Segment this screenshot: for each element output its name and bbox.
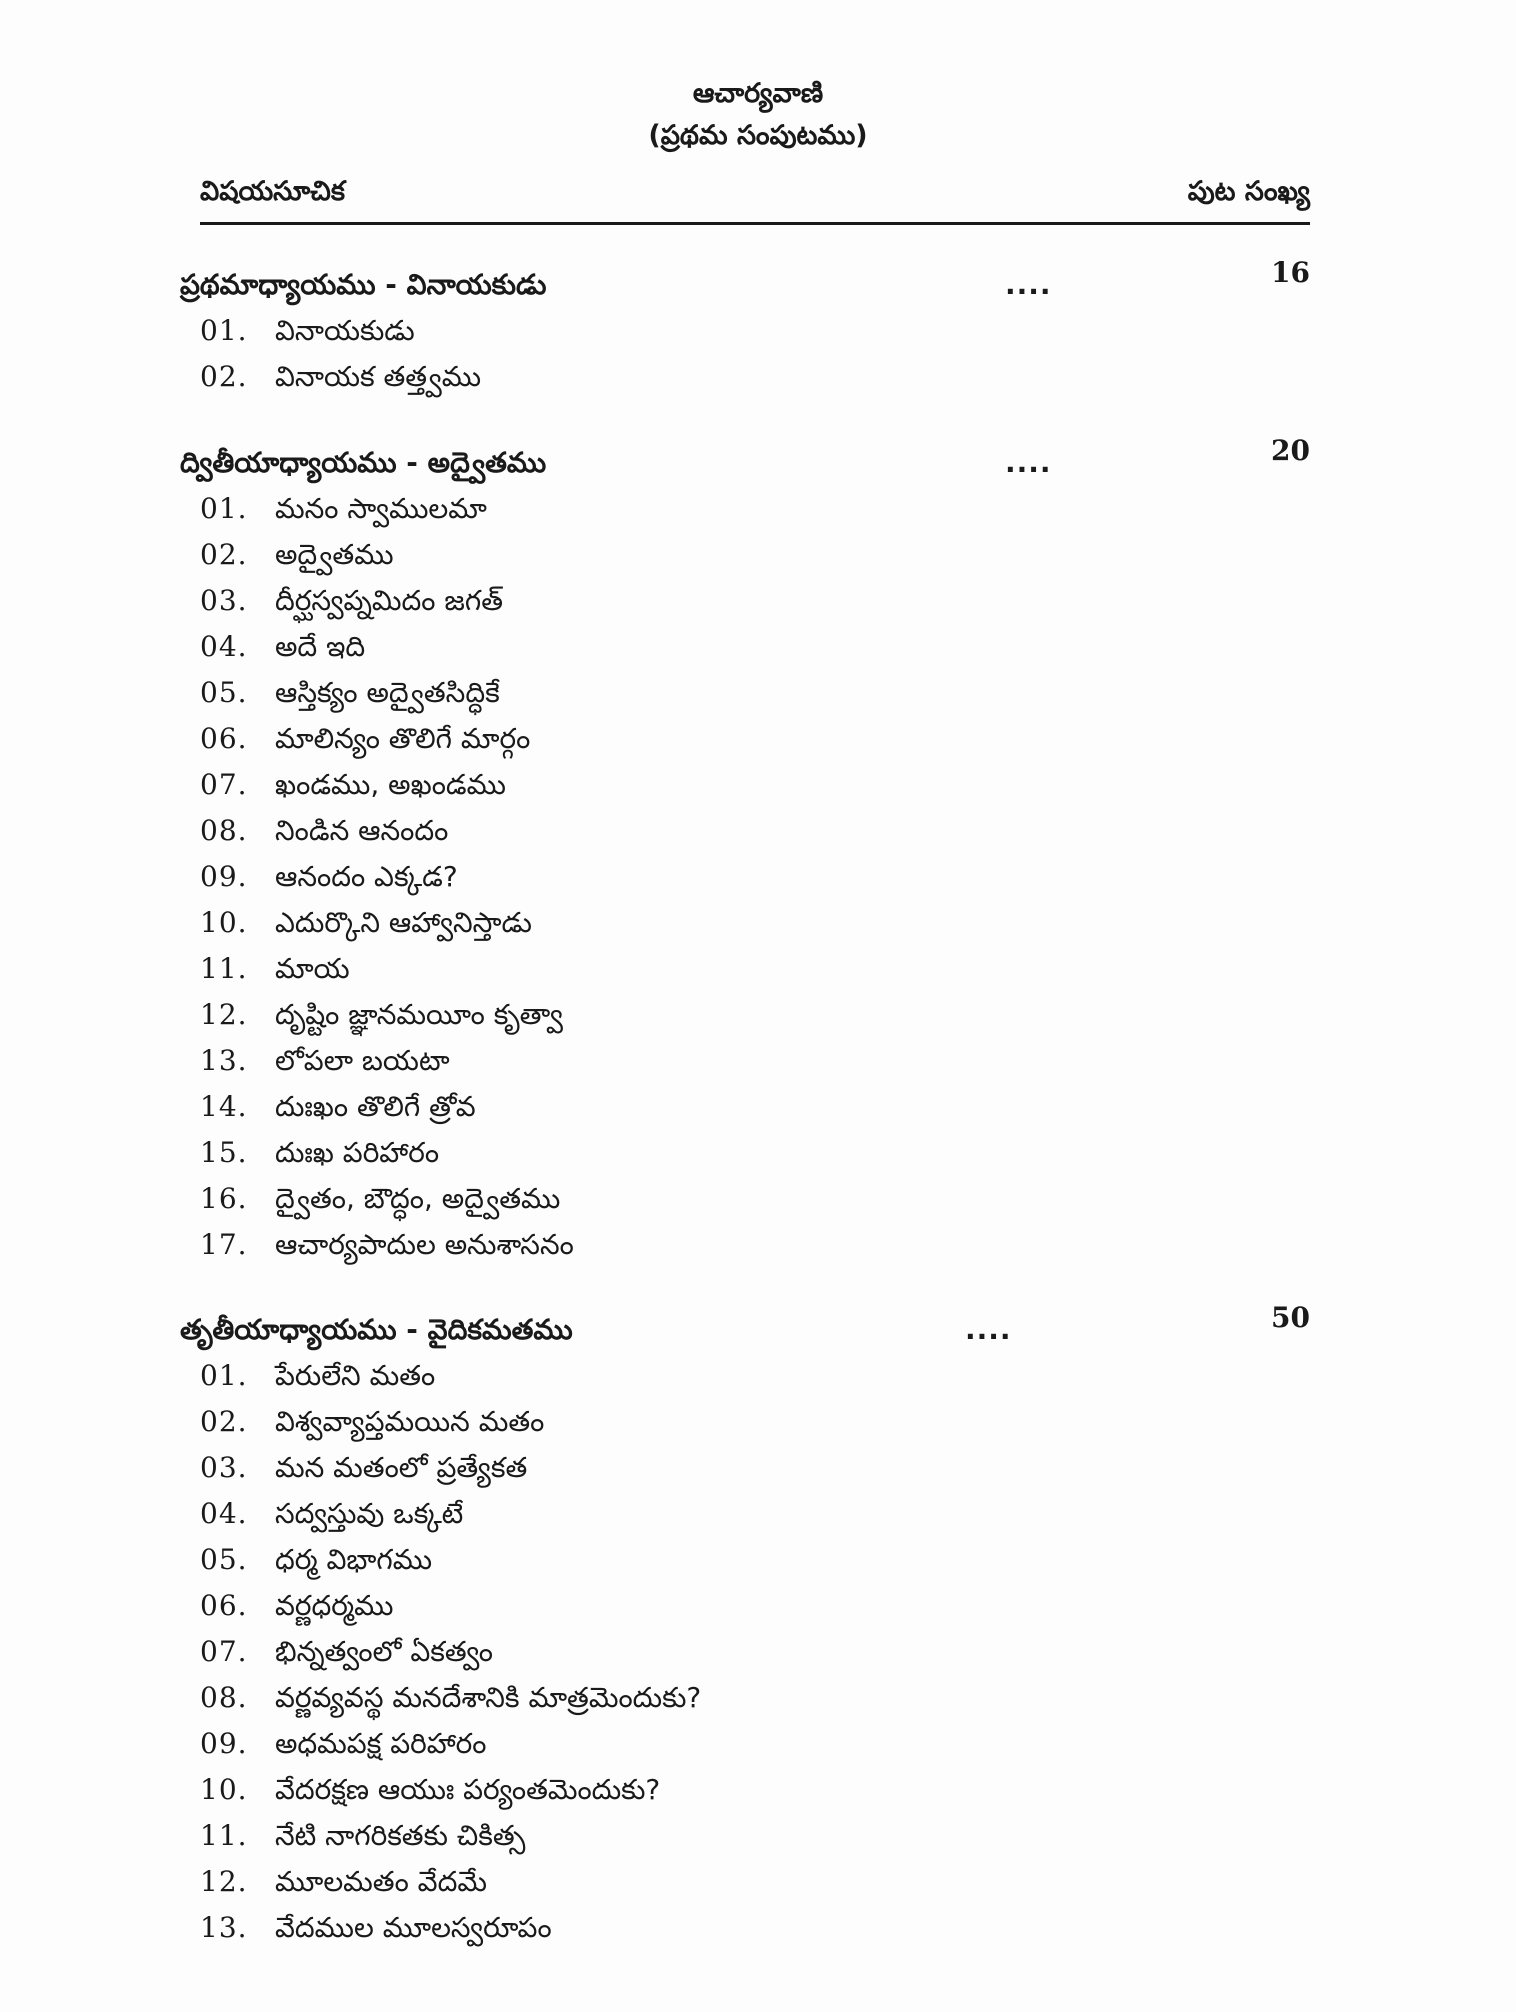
item-number: 14.: [200, 1090, 248, 1123]
item-title: వినాయకుడు: [275, 314, 415, 347]
item-number: 12.: [200, 998, 248, 1031]
item-number: 02.: [200, 538, 248, 571]
item-title: ఖండము, అఖండము: [275, 768, 506, 801]
list-item: [180, 854, 1310, 900]
chapter-heading: [180, 1301, 1310, 1353]
chapter-heading: [180, 256, 1310, 308]
item-title: అధమపక్ష పరిహారం: [275, 1727, 487, 1760]
item-number: 08.: [200, 814, 248, 847]
item-number: 11.: [200, 952, 248, 985]
list-item: [180, 1399, 1310, 1445]
item-title: విశ్వవ్యాప్తమయిన మతం: [275, 1405, 545, 1438]
item-number: 12.: [200, 1865, 248, 1898]
list-item: [180, 1038, 1310, 1084]
leader-dots: ....: [965, 1313, 1012, 1346]
list-item: [180, 578, 1310, 624]
list-item: [180, 808, 1310, 854]
book-title: ఆచార్యవాణి: [692, 78, 824, 109]
item-title: అదే ఇది: [275, 630, 366, 663]
item-number: 11.: [200, 1819, 248, 1852]
item-title: దృష్టిం జ్ఞానమయీం కృత్వా: [275, 998, 564, 1031]
item-number: 01.: [200, 314, 248, 347]
list-item: [180, 1675, 1310, 1721]
item-title: అద్వైతము: [275, 538, 394, 571]
leader-dots: ....: [1005, 268, 1052, 301]
item-title: లోపలా బయటా: [275, 1044, 450, 1077]
item-title: ఆచార్యపాదుల అనుశాసనం: [275, 1228, 574, 1261]
page-number-heading: పుట సంఖ్య: [1187, 176, 1310, 207]
chapter-heading: [180, 434, 1310, 486]
item-number: 02.: [200, 360, 248, 393]
chapter-page-number: 20: [1271, 434, 1310, 467]
item-number: 06.: [200, 722, 248, 755]
header-divider: [200, 222, 1310, 225]
list-item: [180, 1130, 1310, 1176]
list-item: [180, 308, 1310, 354]
item-title: దీర్ఘస్వప్నమిదం జగత్: [275, 584, 503, 617]
item-number: 03.: [200, 584, 248, 617]
item-number: 03.: [200, 1451, 248, 1484]
item-number: 16.: [200, 1182, 248, 1215]
list-item: [180, 1767, 1310, 1813]
item-number: 13.: [200, 1911, 248, 1944]
list-item: [180, 900, 1310, 946]
item-number: 05.: [200, 1543, 248, 1576]
list-item: [180, 1859, 1310, 1905]
item-title: వేదముల మూలస్వరూపం: [275, 1911, 552, 1944]
item-number: 01.: [200, 492, 248, 525]
item-title: వినాయక తత్త్వము: [275, 360, 482, 393]
chapter-item-list: [180, 308, 1310, 400]
item-title: నిండిన ఆనందం: [275, 814, 449, 847]
item-title: దుఃఖ పరిహారం: [275, 1136, 440, 1169]
item-title: మాలిన్యం తొలిగే మార్గం: [275, 722, 531, 755]
item-title: ఆస్తిక్యం అద్వైతసిద్ధికే: [275, 676, 500, 709]
item-number: 07.: [200, 1635, 248, 1668]
item-title: వర్ణధర్మము: [275, 1589, 394, 1622]
item-title: దుఃఖం తొలిగే త్రోవ: [275, 1090, 476, 1123]
item-number: 10.: [200, 1773, 248, 1806]
chapter-section: [180, 256, 1310, 400]
item-number: 13.: [200, 1044, 248, 1077]
item-number: 02.: [200, 1405, 248, 1438]
item-title: ద్వైతం, బౌద్ధం, అద్వైతము: [275, 1182, 561, 1215]
item-title: భిన్నత్వంలో ఏకత్వం: [275, 1635, 493, 1668]
chapter-section: [180, 434, 1310, 1268]
item-title: ఆనందం ఎక్కడ?: [275, 860, 458, 893]
toc-header: [200, 176, 1310, 220]
item-number: 17.: [200, 1228, 248, 1261]
list-item: [180, 624, 1310, 670]
item-title: మూలమతం వేదమే: [275, 1865, 487, 1898]
list-item: [180, 1813, 1310, 1859]
chapter-item-list: [180, 486, 1310, 1268]
list-item: [180, 1537, 1310, 1583]
list-item: [180, 1905, 1310, 1951]
chapter-item-list: [180, 1353, 1310, 1951]
chapter-page-number: 50: [1271, 1301, 1310, 1334]
item-title: మనం స్వాములమా: [275, 492, 487, 525]
list-item: [180, 1721, 1310, 1767]
chapter-section: [180, 1301, 1310, 1951]
item-title: వేదరక్షణ ఆయుః పర్యంతమెందుకు?: [275, 1773, 661, 1806]
item-title: ఎదుర్కొని ఆహ్వానిస్తాడు: [275, 906, 532, 939]
item-title: ధర్మ విభాగము: [275, 1543, 433, 1576]
item-number: 09.: [200, 1727, 248, 1760]
item-title: సద్వస్తువు ఒక్కటే: [275, 1497, 464, 1530]
list-item: [180, 670, 1310, 716]
list-item: [180, 992, 1310, 1038]
list-item: [180, 1629, 1310, 1675]
item-number: 09.: [200, 860, 248, 893]
list-item: [180, 1084, 1310, 1130]
item-number: 04.: [200, 1497, 248, 1530]
item-number: 07.: [200, 768, 248, 801]
item-title: పేరులేని మతం: [275, 1359, 436, 1392]
item-number: 04.: [200, 630, 248, 663]
list-item: [180, 532, 1310, 578]
list-item: [180, 354, 1310, 400]
item-number: 10.: [200, 906, 248, 939]
item-number: 08.: [200, 1681, 248, 1714]
item-title: వర్ణవ్యవస్థ మనదేశానికి మాత్రమెందుకు?: [275, 1681, 702, 1714]
item-title: నేటి నాగరికతకు చికిత్స: [275, 1819, 526, 1852]
item-number: 05.: [200, 676, 248, 709]
leader-dots: ....: [1005, 446, 1052, 479]
chapter-title: తృతీయాధ్యాయము - వైదికమతము: [180, 1313, 573, 1346]
list-item: [180, 716, 1310, 762]
list-item: [180, 1353, 1310, 1399]
volume-subtitle: (ప్రథమ సంపుటము): [648, 120, 868, 151]
list-item: [180, 1222, 1310, 1268]
list-item: [180, 1583, 1310, 1629]
list-item: [180, 946, 1310, 992]
chapter-page-number: 16: [1271, 256, 1310, 289]
list-item: [180, 486, 1310, 532]
list-item: [180, 762, 1310, 808]
item-number: 15.: [200, 1136, 248, 1169]
item-title: మాయ: [275, 952, 350, 985]
list-item: [180, 1445, 1310, 1491]
list-item: [180, 1176, 1310, 1222]
item-title: మన మతంలో ప్రత్యేకత: [275, 1451, 528, 1484]
chapter-title: ప్రథమాధ్యాయము - వినాయకుడు: [180, 268, 547, 301]
chapter-title: ద్వితీయాధ్యాయము - అద్వైతము: [180, 446, 547, 479]
item-number: 01.: [200, 1359, 248, 1392]
list-item: [180, 1491, 1310, 1537]
toc-heading: విషయసూచిక: [200, 176, 345, 207]
item-number: 06.: [200, 1589, 248, 1622]
